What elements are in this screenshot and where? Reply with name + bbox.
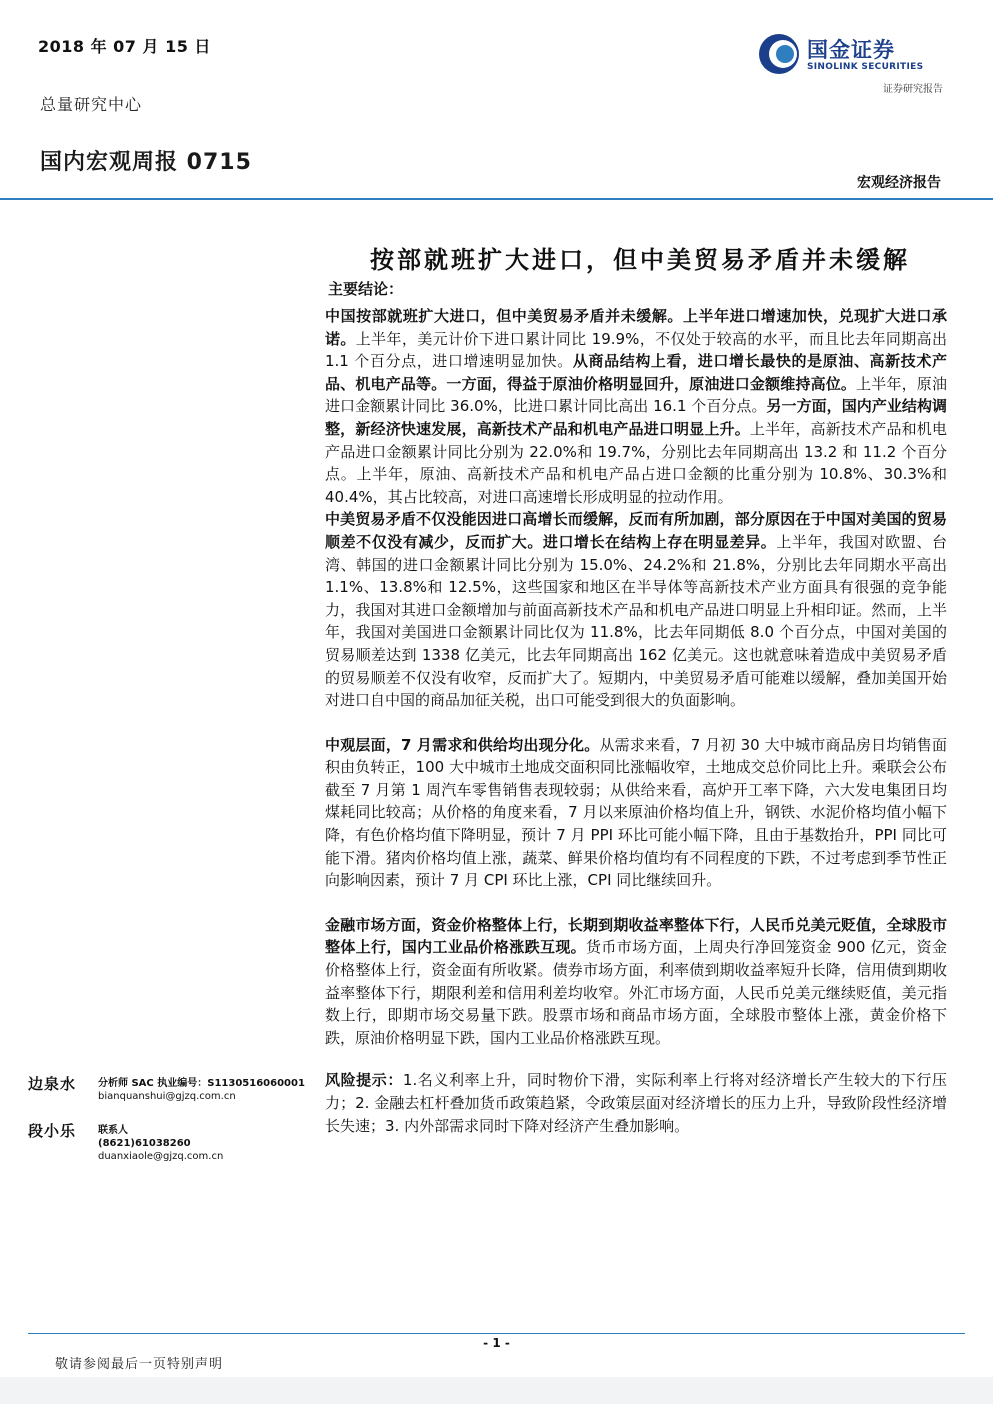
- paragraph-sino-us: [325, 508, 947, 711]
- analyst-email[interactable]: bianquanshui@gjzq.com.cn: [98, 1091, 236, 1102]
- document-title: 国内宏观周报 0715: [40, 150, 252, 175]
- para1-bold3: 另一方面，国内产业结构调整，新经济快速发展，高新技术产品和机电产品进口明显上升。: [325, 397, 947, 438]
- contact-name: 段小乐: [28, 1122, 77, 1140]
- para1-lead: 中国按部就班扩大进口，但中美贸易矛盾并未缓解。上半年进口增速加快，兑现扩大进口承诺。: [325, 307, 947, 348]
- contact-email[interactable]: duanxiaole@gjzq.com.cn: [98, 1151, 224, 1162]
- contact-role: 联系人: [98, 1125, 128, 1136]
- paragraph-markets: [325, 914, 947, 1050]
- header-divider: [0, 198, 993, 200]
- risk-text: 1.名义利率上升，同时物价下滑，实际利率上行将对经济增长产生较大的下行压力；2. 金融去杠杆叠加货币政策趋紧，令政策层面对经济增长的压力上升，导致阶段性经济增长失速；3. 内外部需求同时下降对经济产生叠加影响。: [325, 1071, 947, 1135]
- contact-phone: (8621)61038260: [98, 1138, 191, 1149]
- paragraph-risk: [325, 1069, 947, 1137]
- para1-text2: 上半年，原油进口金额累计同比 36.0%，比进口累计同比高出 16.1 个百分点。: [325, 374, 947, 416]
- para2-lead: 中美贸易矛盾不仅没能因进口高增长而缓解，反而有所加剧，部分原因在于中国对美国的贸易顺差不仅没有减少，反而扩大。进口增长在结构上存在明显差异。: [325, 510, 947, 551]
- para4-lead: 金融市场方面，资金价格整体上行，长期到期收益率整体下行，人民币兑美元贬值，全球股市整体上行，国内工业品价格涨跌互现。: [325, 915, 947, 957]
- logo-text-cn: 国金证券: [807, 38, 895, 62]
- para1-text3: 上半年，高新技术产品和机电产品进口金额累计同比分别为 22.0%和 19.7%，分别比去年同期高出 13.2 和 11.2 个百分点。上半年，原油、高新技术产品和机电产品占进口金额的比重分别为 10.8%、30.3%和 40.4%，其占比较高，对进口高速增长形成明显的拉动作用。: [325, 419, 947, 506]
- report-body: [325, 305, 947, 1137]
- contact-info: [98, 1124, 223, 1163]
- disclaimer: 敬请参阅最后一页特别声明: [55, 1357, 224, 1372]
- para2-text: 上半年，我国对欧盟、台湾、韩国的进口金额累计同比分别为 15.0%、24.2%和 21.8%，分别比去年同期水平高出 1.1%、13.8%和 12.5%，这些国家和地区在半导体等高新技术产业方面具有很强的竞争能力，我国对其进口金额增加与前面高新技术产品和机电产品进口明显上升相印证。然而，上半年，我国对美国进口金额累计同比仅为 11.8%，比去年同期低 8.0 个百分点，中国对美国的贸易顺差达到 1338 亿美元，比去年同期高出 162 亿美元。这也就意味着造成中美贸易矛盾的贸易顺差不仅没有收窄，反而扩大了。短期内，中美贸易矛盾可能难以缓解，叠加美国开始对进口自中国的商品加征关税，出口可能受到很大的负面影响。: [325, 532, 947, 710]
- analyst-name: 边泉水: [28, 1075, 77, 1093]
- company-logo: [757, 32, 943, 78]
- research-center: 总量研究中心: [40, 95, 143, 114]
- para4-text: 货币市场方面，上周央行净回笼资金 900 亿元，资金价格整体上行，资金面有所收紧。债券市场方面，利率债到期收益率短升长降，信用债到期收益率整体下行，期限利差和信用利差均收窄。外汇市场方面，人民币兑美元继续贬值，美元指数上行，即期市场交易量下跌。股票市场和商品市场方面，全球股市整体上涨，黄金价格下跌，原油价格明显下跌，国内工业品价格涨跌互现。: [325, 938, 947, 1047]
- bottom-band: [0, 1377, 993, 1404]
- logo-tagline: 证券研究报告: [883, 84, 943, 95]
- footer-divider: [28, 1333, 965, 1334]
- para1-text1: 上半年，美元计价下进口累计同比 19.9%，不仅处于较高的水平，而且比去年同期高出 1.1 个百分点，进口增速明显加快。: [325, 329, 947, 371]
- logo-text-en: SINOLINK SECURITIES: [807, 62, 924, 72]
- report-type: 宏观经济报告: [857, 175, 941, 191]
- para3-lead: 中观层面，7 月需求和供给均出现分化。: [325, 735, 600, 754]
- paragraph-trade: [325, 305, 947, 508]
- para1-bold2: 从商品结构上看，进口增长最快的是原油、高新技术产品、机电产品等。一方面，得益于原油价格明显回升，原油进口金额维持高位。: [325, 352, 948, 393]
- page-number: - 1 -: [483, 1336, 510, 1350]
- main-title: 按部就班扩大进口，但中美贸易矛盾并未缓解: [370, 246, 910, 274]
- conclusions-label: 主要结论：: [328, 280, 404, 298]
- analyst-info: [98, 1077, 305, 1103]
- logo-mark-icon: [757, 32, 799, 76]
- report-date: 2018 年 07 月 15 日: [38, 37, 211, 56]
- para3-text: 从需求来看，7 月初 30 大中城市商品房日均销售面积由负转正，100 大中城市土地成交面积同比涨幅收窄，土地成交总价同比上升。乘联会公布截至 7 月第 1 周汽车零售销售表现较弱；从供给来看，高炉开工率下降，六大发电集团日均煤耗同比较高；从价格的角度来看，7 月以来原油价格均值上升，钢铁、水泥价格均值小幅下降，有色价格均值下降明显，预计 7 月 PPI 环比可能小幅下降，且由于基数抬升，PPI 同比可能下滑。猪肉价格均值上涨，蔬菜、鲜果价格均值均有不同程度的下跌，不过考虑到季节性正向影响因素，预计 7 月 CPI 环比上涨，CPI 同比继续回升。: [325, 735, 947, 890]
- risk-label: 风险提示：: [325, 1071, 403, 1090]
- paragraph-meso: [325, 734, 947, 892]
- analyst-role: 分析师 SAC 执业编号：S1130516060001: [98, 1078, 305, 1089]
